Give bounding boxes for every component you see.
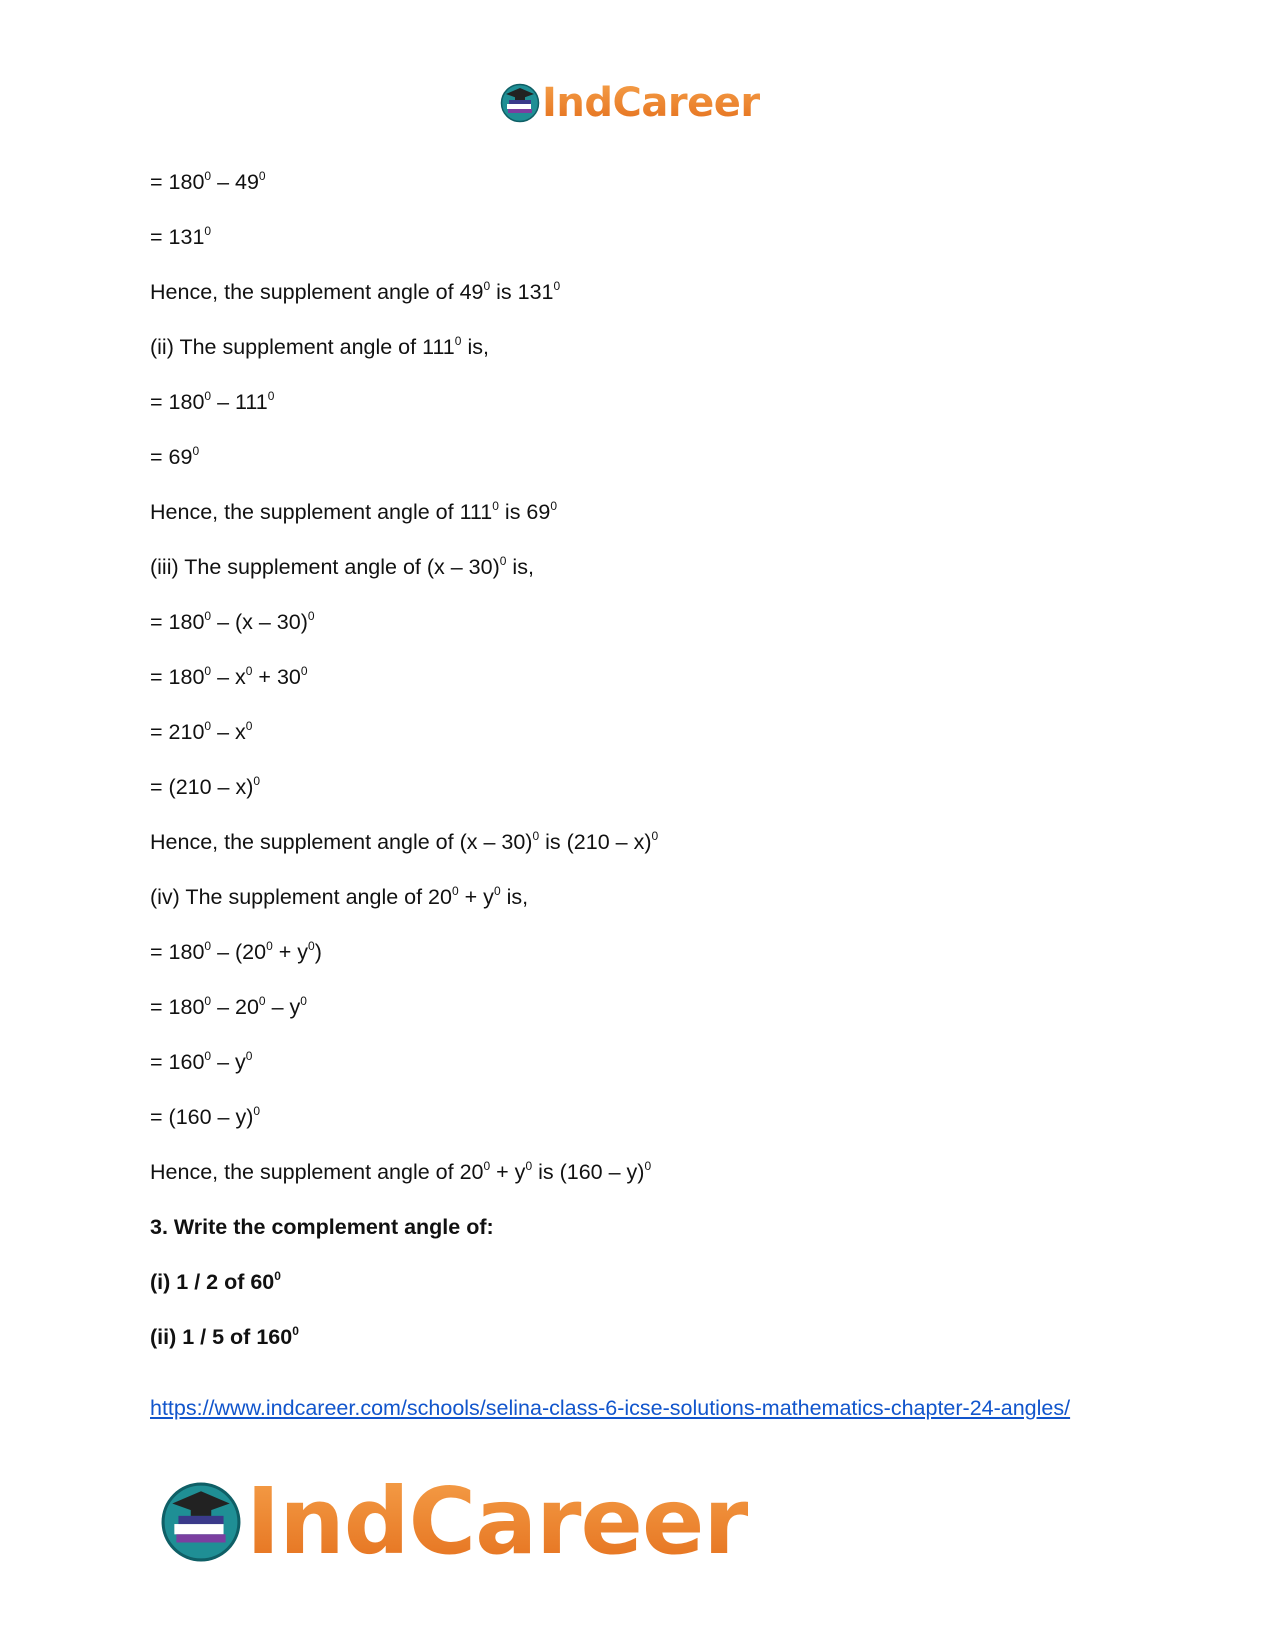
solution-line bbox=[150, 555, 1130, 579]
line-text: Hence, the supplement angle of (x – 30) bbox=[150, 830, 533, 854]
question-line bbox=[150, 1270, 1130, 1294]
line-text: – 49 bbox=[211, 170, 259, 194]
line-text: Hence, the supplement angle of 49 bbox=[150, 280, 484, 304]
degree-superscript: 0 bbox=[204, 1049, 212, 1063]
line-text: is, bbox=[500, 885, 529, 909]
degree-superscript: 0 bbox=[292, 1324, 299, 1338]
line-text: is, bbox=[506, 555, 534, 579]
solution-line bbox=[150, 335, 1130, 359]
degree-superscript: 0 bbox=[267, 389, 275, 403]
degree-superscript: 0 bbox=[204, 664, 212, 678]
solution-line bbox=[150, 170, 1130, 194]
line-text: (i) 1 / 2 of 60 bbox=[150, 1270, 275, 1294]
degree-superscript: 0 bbox=[253, 1104, 261, 1118]
degree-superscript: 0 bbox=[204, 939, 212, 953]
line-text: = 180 bbox=[150, 665, 205, 689]
degree-superscript: 0 bbox=[532, 829, 540, 843]
line-text: = 180 bbox=[150, 995, 205, 1019]
solution-line bbox=[150, 1105, 1130, 1129]
solution-line bbox=[150, 445, 1130, 469]
line-text: + y bbox=[272, 940, 309, 964]
source-link[interactable]: https://www.indcareer.com/schools/selina-class-6-icse-solutions-mathematics-chapter-24-angles/ bbox=[150, 1396, 1071, 1420]
logo-text: IndCareer bbox=[542, 80, 760, 126]
line-text: = 210 bbox=[150, 720, 205, 744]
degree-superscript: 0 bbox=[204, 609, 212, 623]
degree-superscript: 0 bbox=[204, 719, 212, 733]
degree-superscript: 0 bbox=[493, 884, 501, 898]
line-text: = 180 bbox=[150, 940, 205, 964]
line-text: – y bbox=[265, 995, 301, 1019]
line-text: – x bbox=[211, 665, 246, 689]
line-text: + y bbox=[458, 885, 494, 909]
line-text: + y bbox=[490, 1160, 526, 1184]
degree-superscript: 0 bbox=[553, 279, 561, 293]
line-text: = 160 bbox=[150, 1050, 205, 1074]
degree-superscript: 0 bbox=[499, 554, 507, 568]
line-text: 3. Write the complement angle of: bbox=[150, 1215, 494, 1239]
question-line bbox=[150, 1325, 1130, 1349]
line-text: = (160 – y) bbox=[150, 1105, 254, 1129]
line-text: – 111 bbox=[211, 390, 268, 414]
line-text: is 69 bbox=[498, 500, 551, 524]
degree-superscript: 0 bbox=[525, 1159, 533, 1173]
solution-line bbox=[150, 1050, 1130, 1074]
degree-superscript: 0 bbox=[204, 169, 212, 183]
line-text: + 30 bbox=[252, 665, 301, 689]
degree-superscript: 0 bbox=[245, 1049, 253, 1063]
solution-line bbox=[150, 995, 1130, 1019]
line-text: = 69 bbox=[150, 445, 193, 469]
question-line bbox=[150, 1215, 1130, 1239]
degree-superscript: 0 bbox=[274, 1269, 281, 1283]
degree-superscript: 0 bbox=[245, 719, 253, 733]
solution-line bbox=[150, 940, 1130, 964]
solution-line bbox=[150, 885, 1130, 909]
degree-superscript: 0 bbox=[307, 609, 315, 623]
degree-superscript: 0 bbox=[300, 994, 307, 1008]
degree-superscript: 0 bbox=[483, 279, 491, 293]
line-text: is (160 – y) bbox=[532, 1160, 645, 1184]
line-text: Hence, the supplement angle of 20 bbox=[150, 1160, 484, 1184]
solution-line bbox=[150, 280, 1130, 304]
line-text: = 180 bbox=[150, 390, 205, 414]
solution-line bbox=[150, 390, 1130, 414]
line-text: (iv) The supplement angle of 20 bbox=[150, 885, 452, 909]
graduation-book-icon bbox=[160, 1481, 242, 1563]
line-text: = 131 bbox=[150, 225, 205, 249]
logo-text: IndCareer bbox=[246, 1468, 748, 1575]
degree-superscript: 0 bbox=[192, 444, 200, 458]
line-text: Hence, the supplement angle of 111 bbox=[150, 500, 493, 524]
solution-line bbox=[150, 225, 1130, 249]
degree-superscript: 0 bbox=[253, 774, 261, 788]
line-text: – (20 bbox=[211, 940, 267, 964]
degree-superscript: 0 bbox=[266, 939, 273, 953]
line-text: – y bbox=[211, 1050, 246, 1074]
solution-line bbox=[150, 610, 1130, 634]
line-text: = 180 bbox=[150, 170, 205, 194]
degree-superscript: 0 bbox=[258, 994, 266, 1008]
line-text: is, bbox=[461, 335, 489, 359]
line-text: (ii) The supplement angle of 111 bbox=[150, 335, 455, 359]
degree-superscript: 0 bbox=[550, 499, 558, 513]
solution-line bbox=[150, 775, 1130, 799]
line-text: (ii) 1 / 5 of 160 bbox=[150, 1325, 293, 1349]
line-text: = 180 bbox=[150, 610, 205, 634]
degree-superscript: 0 bbox=[258, 169, 266, 183]
line-text: (iii) The supplement angle of (x – 30) bbox=[150, 555, 500, 579]
degree-superscript: 0 bbox=[454, 334, 462, 348]
solution-line bbox=[150, 720, 1130, 744]
line-text: is 131 bbox=[490, 280, 554, 304]
solution-line bbox=[150, 1160, 1130, 1184]
degree-superscript: 0 bbox=[644, 1159, 652, 1173]
degree-superscript: 0 bbox=[492, 499, 499, 513]
solution-line bbox=[150, 500, 1130, 524]
line-text: – (x – 30) bbox=[211, 610, 308, 634]
degree-superscript: 0 bbox=[204, 389, 212, 403]
degree-superscript: 0 bbox=[308, 939, 315, 953]
header-logo bbox=[500, 80, 760, 126]
degree-superscript: 0 bbox=[245, 664, 253, 678]
line-text: ) bbox=[314, 940, 322, 964]
degree-superscript: 0 bbox=[483, 1159, 491, 1173]
line-text: – 20 bbox=[211, 995, 259, 1019]
degree-superscript: 0 bbox=[451, 884, 459, 898]
solution-line bbox=[150, 830, 1130, 854]
degree-superscript: 0 bbox=[204, 224, 212, 238]
graduation-book-icon bbox=[500, 83, 540, 123]
degree-superscript: 0 bbox=[300, 664, 308, 678]
line-text: is (210 – x) bbox=[539, 830, 652, 854]
line-text: – x bbox=[211, 720, 246, 744]
degree-superscript: 0 bbox=[204, 994, 212, 1008]
degree-superscript: 0 bbox=[651, 829, 659, 843]
line-text: = (210 – x) bbox=[150, 775, 254, 799]
solution-line bbox=[150, 665, 1130, 689]
solution-body bbox=[150, 170, 1130, 1380]
footer-logo bbox=[160, 1468, 748, 1575]
